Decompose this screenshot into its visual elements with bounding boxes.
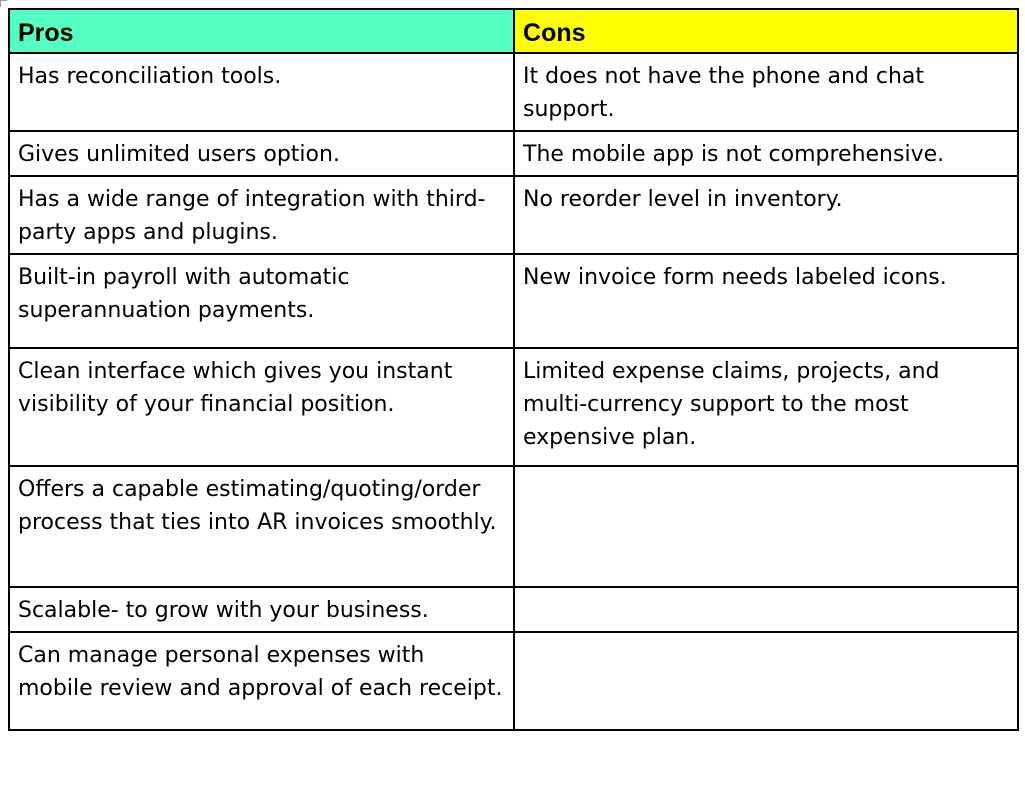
pro-cell[interactable]: Offers a capable estimating/quoting/order process that ties into AR invoices smoothly. xyxy=(9,466,514,587)
con-cell[interactable]: The mobile app is not comprehensive. xyxy=(514,131,1018,176)
pro-cell[interactable]: Has reconciliation tools. xyxy=(9,53,514,131)
table-row xyxy=(9,632,1018,730)
table-row xyxy=(9,466,1018,587)
table-row xyxy=(9,587,1018,632)
document-body xyxy=(8,8,1019,731)
pro-cell[interactable]: Has a wide range of integration with third-party apps and plugins. xyxy=(9,176,514,254)
table-row xyxy=(9,254,1018,348)
pro-cell[interactable]: Scalable- to grow with your business. xyxy=(9,587,514,632)
pros-cons-table xyxy=(8,8,1019,731)
selection-corner-mark xyxy=(0,0,7,7)
pro-cell[interactable]: Built-in payroll with automatic superannuation payments. xyxy=(9,254,514,348)
table-header-row xyxy=(9,9,1018,53)
pro-cell[interactable]: Can manage personal expenses with mobile review and approval of each receipt. xyxy=(9,632,514,730)
pro-cell[interactable]: Clean interface which gives you instant visibility of your financial position. xyxy=(9,348,514,466)
con-cell[interactable] xyxy=(514,466,1018,587)
con-cell[interactable]: It does not have the phone and chat support. xyxy=(514,53,1018,131)
cons-header-cell[interactable]: Cons xyxy=(514,9,1018,53)
con-cell[interactable] xyxy=(514,587,1018,632)
con-cell[interactable]: No reorder level in inventory. xyxy=(514,176,1018,254)
table-row xyxy=(9,176,1018,254)
con-cell[interactable]: New invoice form needs labeled icons. xyxy=(514,254,1018,348)
table-row xyxy=(9,131,1018,176)
table-row xyxy=(9,348,1018,466)
con-cell[interactable]: Limited expense claims, projects, and multi-currency support to the most expensive plan. xyxy=(514,348,1018,466)
pros-header-cell[interactable]: Pros xyxy=(9,9,514,53)
con-cell[interactable] xyxy=(514,632,1018,730)
table-row xyxy=(9,53,1018,131)
pro-cell[interactable]: Gives unlimited users option. xyxy=(9,131,514,176)
